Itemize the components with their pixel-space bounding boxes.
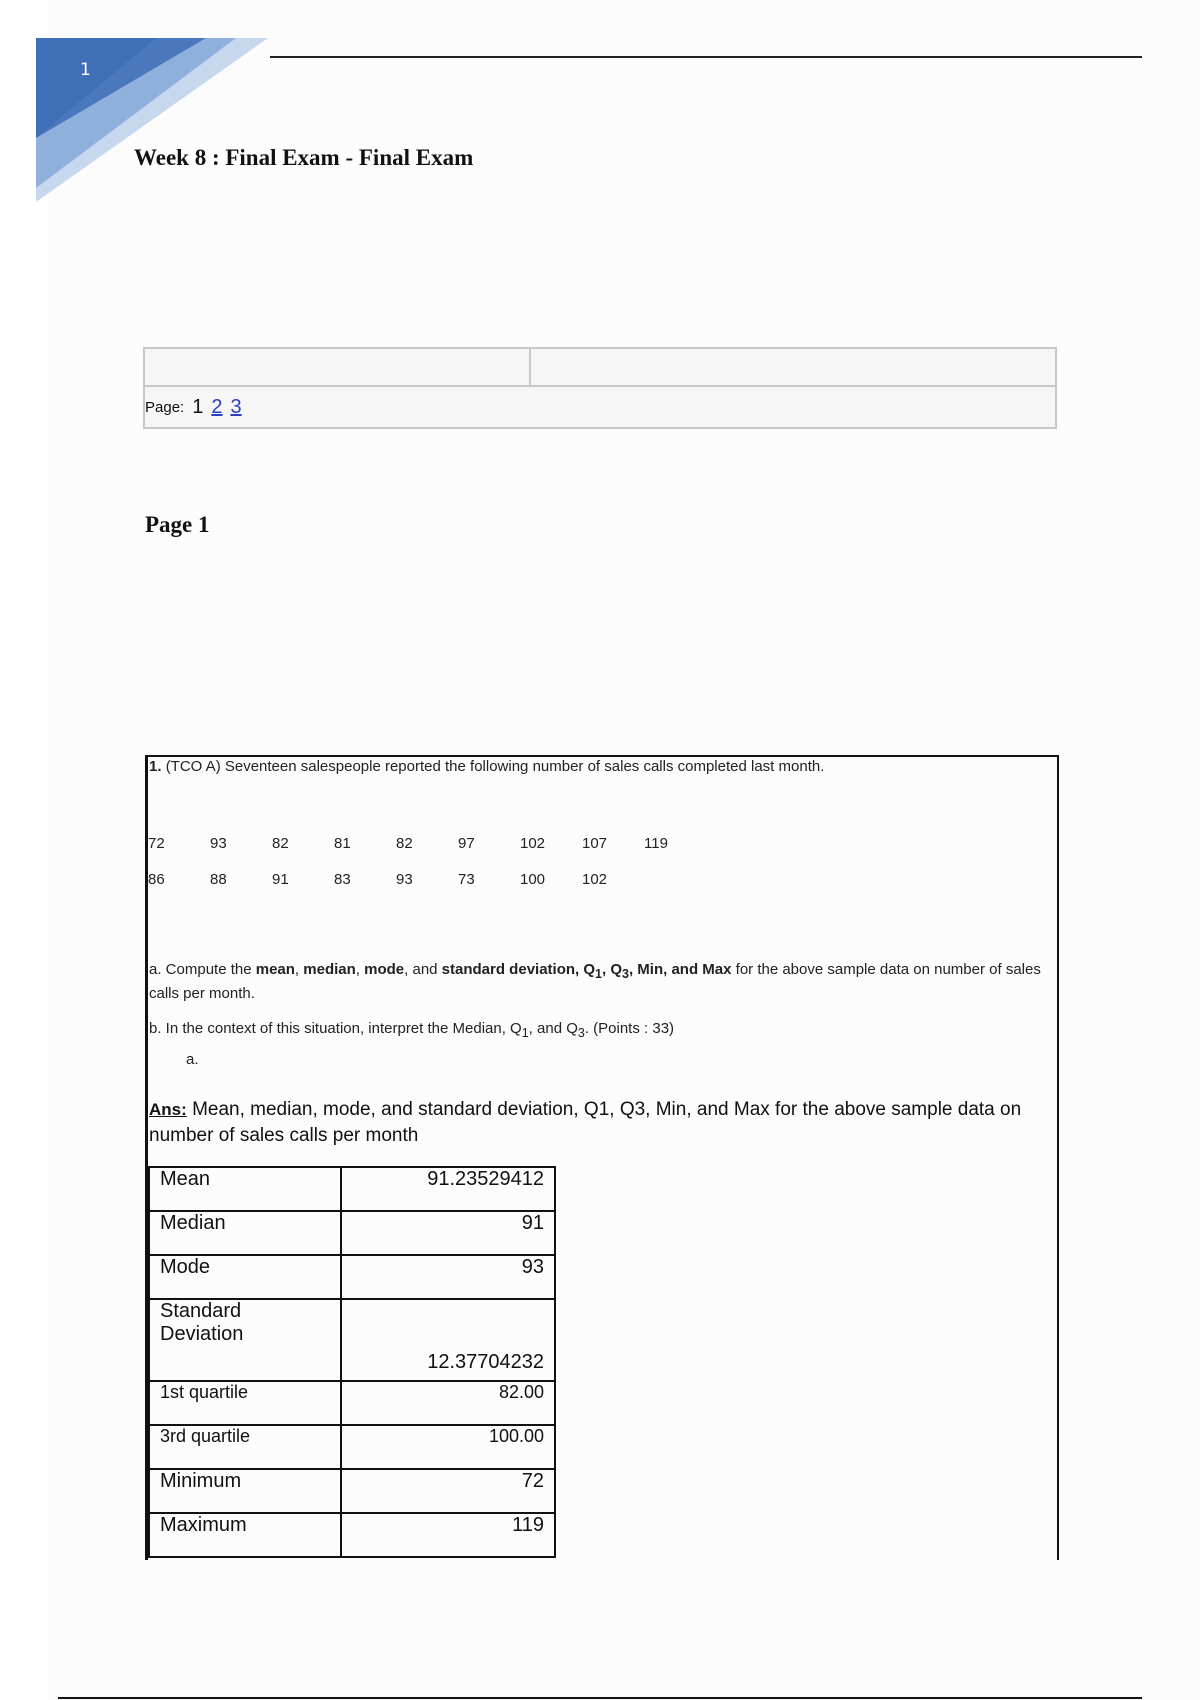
part-a-sep: , and: [404, 961, 442, 978]
pagination-header-row: [145, 349, 1055, 387]
part-a-sub3: 3: [622, 967, 629, 981]
header-rule: [270, 56, 1142, 58]
stat-value: 91.23529412: [341, 1167, 555, 1211]
table-row: [149, 1167, 555, 1211]
table-row: [149, 1381, 555, 1425]
question-number: 1.: [149, 758, 162, 775]
part-a-sep: ,: [294, 961, 304, 978]
part-b-text: [149, 1019, 674, 1043]
stat-value: 100.00: [341, 1425, 555, 1469]
part-a-sub1: 1: [595, 967, 602, 981]
data-value: 91: [272, 871, 289, 888]
data-value: 88: [210, 871, 227, 888]
part-b-sub3: 3: [577, 1026, 585, 1040]
part-a-q: , Q: [602, 961, 623, 978]
part-a-median: median: [303, 961, 356, 978]
data-value: 82: [272, 835, 289, 852]
data-value: 107: [582, 835, 608, 852]
stats-table: [148, 1166, 556, 1558]
part-a-sep: ,: [355, 961, 365, 978]
stat-value: 91: [341, 1211, 555, 1255]
page-number: 1: [80, 60, 91, 80]
stat-label: Median: [149, 1211, 341, 1255]
corner-decoration: [36, 38, 268, 202]
stat-value: 82.00: [341, 1381, 555, 1425]
stat-value: 93: [341, 1255, 555, 1299]
stat-label: Minimum: [149, 1469, 341, 1513]
stat-label: Mean: [149, 1167, 341, 1211]
document-title: Week 8 : Final Exam - Final Exam: [134, 145, 474, 170]
pagination-table: [143, 347, 1057, 429]
footer-rule: [58, 1697, 1142, 1699]
current-page: 1: [192, 395, 204, 418]
data-value: 73: [458, 871, 475, 888]
stat-label: 3rd quartile: [149, 1425, 341, 1469]
pagination-label: Page:: [145, 398, 185, 416]
part-a-mode: mode: [364, 961, 405, 978]
data-value: 119: [644, 835, 668, 852]
data-value: 82: [396, 835, 413, 852]
question-intro-text: (TCO A) Seventeen salespeople reported the following number of sales calls completed last month.: [165, 758, 825, 775]
page-link-3[interactable]: 3: [230, 395, 242, 418]
sub-marker: a.: [186, 1051, 199, 1068]
stat-value: 12.37704232: [341, 1299, 555, 1381]
part-a-prefix: a. Compute the: [149, 961, 256, 978]
part-b-sub1: 1: [521, 1026, 529, 1040]
section-title: Page 1: [145, 512, 210, 537]
stat-label: Mode: [149, 1255, 341, 1299]
answer-label: Ans:: [149, 1100, 187, 1119]
stat-label: 1st quartile: [149, 1381, 341, 1425]
stat-label: Maximum: [149, 1513, 341, 1557]
data-value: 102: [520, 835, 546, 852]
data-value: 72: [148, 835, 165, 852]
question-intro: [149, 757, 824, 777]
data-value: 100: [520, 871, 546, 888]
stat-value: 119: [341, 1513, 555, 1557]
data-value: 102: [582, 871, 608, 888]
table-row: [149, 1255, 555, 1299]
part-a-suffix: for the above sample data on number of sales calls per month.: [149, 961, 1041, 1002]
page-link-2[interactable]: 2: [211, 395, 223, 418]
part-a-minmax: , Min, and Max: [628, 961, 732, 978]
pagination-header-cell: [145, 349, 531, 385]
part-a-text: [149, 960, 1049, 1004]
data-value: 93: [396, 871, 413, 888]
part-b-suffix: . (Points : 33): [584, 1020, 675, 1037]
data-value: 97: [458, 835, 475, 852]
part-a-std: standard deviation, Q: [441, 961, 596, 978]
data-value: 83: [334, 871, 351, 888]
table-row: [149, 1513, 555, 1557]
pagination-row: [145, 387, 242, 427]
part-a-mean: mean: [255, 961, 295, 978]
part-b-mid: , and Q: [528, 1020, 578, 1037]
table-row: [149, 1425, 555, 1469]
data-value: 86: [148, 871, 165, 888]
answer-body: Mean, median, mode, and standard deviation, Q1, Q3, Min, and Max for the above sample data on number of sales calls per month: [149, 1099, 1022, 1146]
answer-text: [149, 1097, 1049, 1149]
data-value: 93: [210, 835, 227, 852]
stat-value: 72: [341, 1469, 555, 1513]
table-row: [149, 1299, 555, 1381]
stat-label: Standard Deviation: [149, 1299, 341, 1381]
question-box: [145, 755, 1059, 1560]
table-row: [149, 1211, 555, 1255]
data-value: 81: [334, 835, 351, 852]
part-b-prefix: b. In the context of this situation, interpret the Median, Q: [149, 1020, 522, 1037]
table-row: [149, 1469, 555, 1513]
